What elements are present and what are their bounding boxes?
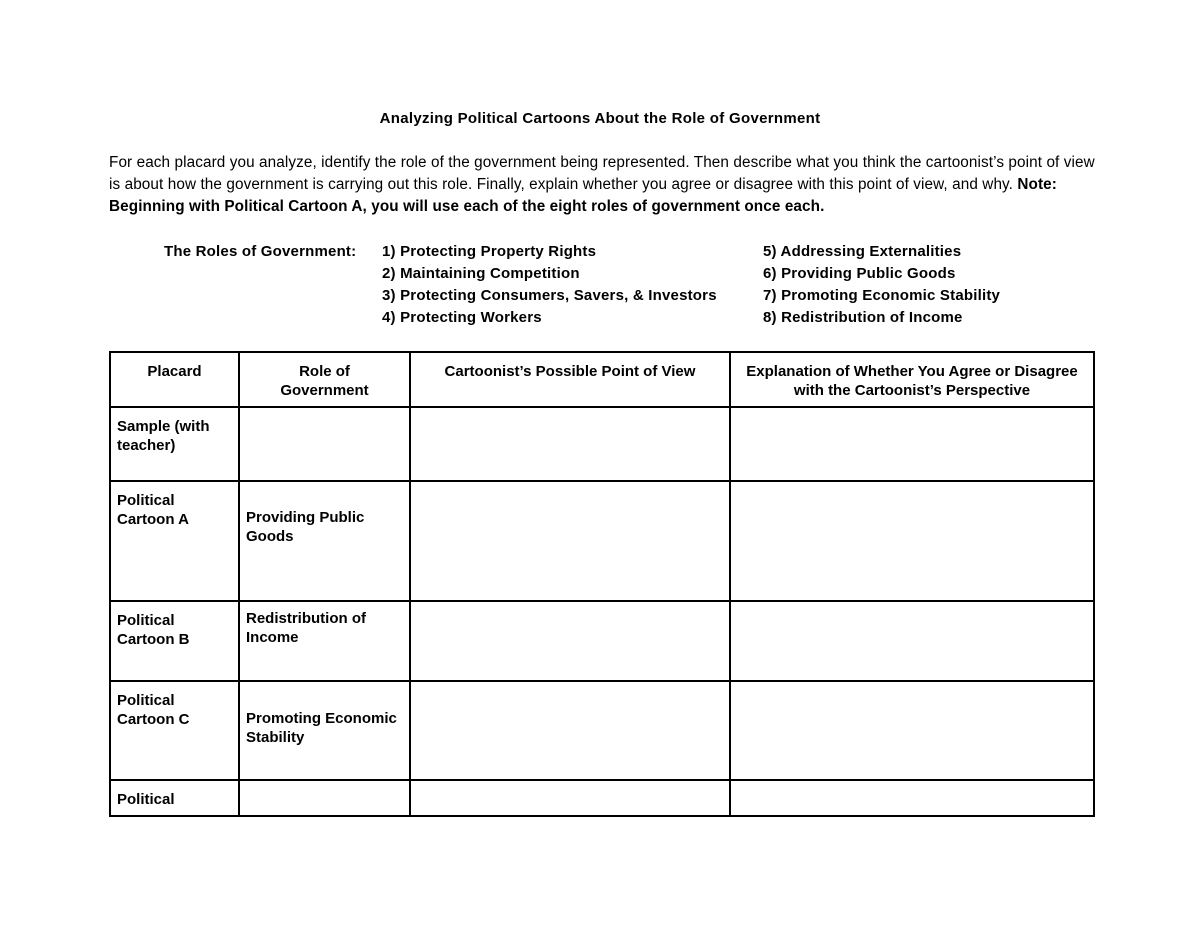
role-cell[interactable]	[239, 780, 410, 816]
table-row	[110, 601, 1094, 681]
role-item-5: 5) Addressing Externalities	[763, 243, 962, 260]
explanation-cell[interactable]	[730, 407, 1094, 481]
point-of-view-value	[411, 682, 729, 691]
placard-cell	[110, 601, 239, 681]
roles-list-left	[382, 241, 717, 329]
table-header-row	[110, 352, 1094, 407]
point-of-view-cell[interactable]	[410, 481, 730, 601]
role-item-2: 2) Maintaining Competition	[382, 265, 580, 282]
table-row	[110, 407, 1094, 481]
role-cell[interactable]	[239, 407, 410, 481]
explanation-cell[interactable]	[730, 481, 1094, 601]
explanation-cell[interactable]	[730, 681, 1094, 780]
role-cell[interactable]	[239, 481, 410, 601]
explanation-value	[731, 408, 1093, 417]
role-item-7: 7) Promoting Economic Stability	[763, 287, 1001, 304]
explanation-value	[731, 682, 1093, 691]
point-of-view-value	[411, 602, 729, 611]
placard-label: Political Cartoon B	[117, 612, 190, 648]
roles-label: The Roles of Government:	[164, 243, 357, 260]
placard-label: Political Cartoon A	[117, 492, 189, 528]
placard-cell	[110, 407, 239, 481]
point-of-view-value	[411, 408, 729, 417]
explanation-cell[interactable]	[730, 601, 1094, 681]
worksheet-table	[109, 351, 1095, 817]
role-item-6: 6) Providing Public Goods	[763, 265, 956, 282]
placard-label: Political Cartoon C	[117, 692, 190, 728]
point-of-view-cell[interactable]	[410, 780, 730, 816]
placard-cell	[110, 481, 239, 601]
point-of-view-cell[interactable]	[410, 681, 730, 780]
role-item-3: 3) Protecting Consumers, Savers, & Investors	[382, 287, 717, 304]
role-value	[240, 781, 409, 790]
header-placard: Placard	[110, 352, 239, 407]
role-cell[interactable]	[239, 681, 410, 780]
instructions-note: Note: Beginning with Political Cartoon A, you will use each of the eight roles of government once each.	[109, 176, 1057, 215]
roles-list-right	[763, 241, 1000, 329]
role-cell[interactable]	[239, 601, 410, 681]
role-item-4: 4) Protecting Workers	[382, 309, 542, 326]
instructions-paragraph	[109, 152, 1099, 218]
role-value: Providing Public Goods	[246, 509, 365, 545]
table-row	[110, 780, 1094, 816]
table-row	[110, 681, 1094, 780]
header-explanation: Explanation of Whether You Agree or Disagree with the Cartoonist’s Perspective	[730, 352, 1094, 407]
point-of-view-value	[411, 482, 729, 491]
explanation-value	[731, 781, 1093, 790]
role-value	[240, 408, 409, 417]
instructions-text: For each placard you analyze, identify the role of the government being represented. Then describe what you think the cartoonist’s point of view is about how the government is carrying out this role. Finally, explain whether you agree or disagree with this point of view, and why.	[109, 154, 1095, 193]
header-role: Role of Government	[239, 352, 410, 407]
table-row	[110, 481, 1094, 601]
explanation-cell[interactable]	[730, 780, 1094, 816]
page-title: Analyzing Political Cartoons About the Role of Government	[379, 110, 821, 127]
explanation-value	[731, 602, 1093, 611]
placard-cell	[110, 681, 239, 780]
role-item-1: 1) Protecting Property Rights	[382, 243, 597, 260]
explanation-value	[731, 482, 1093, 491]
placard-cell	[110, 780, 239, 816]
role-value: Promoting Economic Stability	[246, 710, 397, 746]
role-item-8: 8) Redistribution of Income	[763, 309, 963, 326]
role-value: Redistribution of Income	[246, 610, 366, 646]
point-of-view-cell[interactable]	[410, 407, 730, 481]
header-point-of-view: Cartoonist’s Possible Point of View	[410, 352, 730, 407]
point-of-view-value	[411, 781, 729, 790]
placard-label: Sample (with teacher)	[117, 418, 210, 454]
point-of-view-cell[interactable]	[410, 601, 730, 681]
placard-label: Political	[117, 791, 175, 808]
